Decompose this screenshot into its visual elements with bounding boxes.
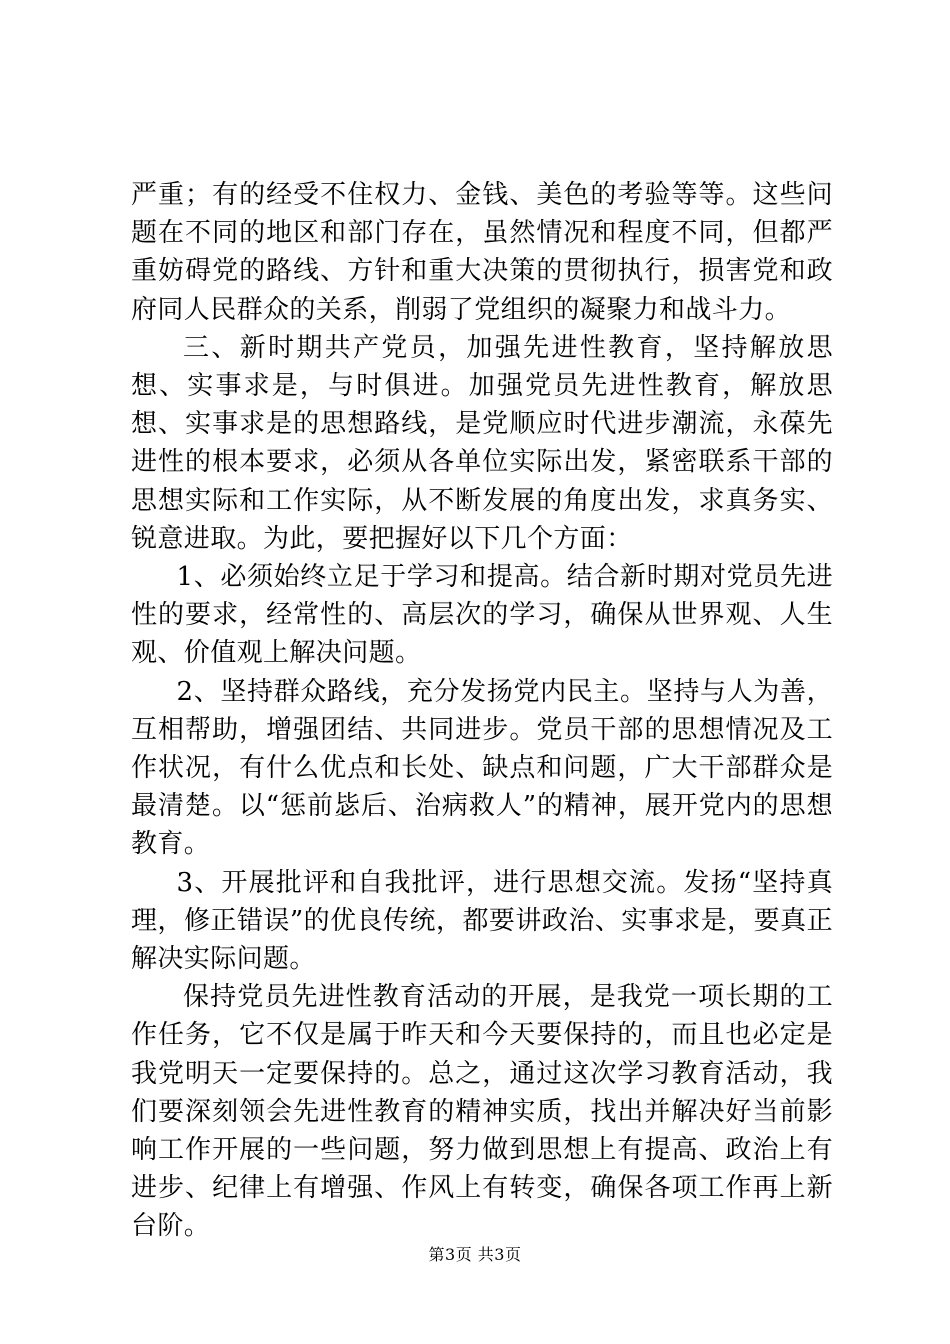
paragraph-item-3: 3、开展批评和自我批评，进行思想交流。发扬“坚持真理，修正错误”的优良传统，都要讲政治、实事求是，要真正解决实际问题。 [131,867,833,975]
paragraph-item-1: 1、必须始终立足于学习和提高。结合新时期对党员先进性的要求，经常性的、高层次的学习，确保从世界观、人生观、价值观上解决问题。 [131,562,833,669]
document-body [131,176,833,1246]
paragraph-continuation: 严重；有的经受不住权力、金钱、美色的考验等等。这些问题在不同的地区和部门存在，虽然情况和程度不同，但都严重妨碍党的路线、方针和重大决策的贯彻执行，损害党和政府同人民群众的关系，削弱了党组织的凝聚力和战斗力。 [131,180,833,325]
paragraph-section-three: 三、新时期共产党员，加强先进性教育，坚持解放思想、实事求是，与时俱进。加强党员先进性教育，解放思想、实事求是的思想路线，是党顺应时代进步潮流，永葆先进性的根本要求，必须从各单位实际出发，紧密联系干部的思想实际和工作实际，从不断发展的角度出发，求真务实、锐意进取。为此，要把握好以下几个方面： [131,332,833,554]
page-footer: 第3页 共3页 [428,1245,522,1264]
paragraph-item-2: 2、坚持群众路线，充分发扬党内民主。坚持与人为善，互相帮助，增强团结、共同进步。党员干部的思想情况及工作状况，有什么优点和长处、缺点和问题，广大干部群众是最清楚。以“惩前毖后、治病救人”的精神，展开党内的思想教育。 [131,676,833,860]
paragraph-conclusion: 保持党员先进性教育活动的开展，是我党一项长期的工作任务，它不仅是属于昨天和今天要保持的，而且也必定是我党明天一定要保持的。总之，通过这次学习教育活动，我们要深刻领会先进性教育的精神实质，找出并解决好当前影响工作开展的一些问题，努力做到思想上有提高、政治上有进步、纪律上有增强、作风上有转变，确保各项工作再上新台阶。 [131,982,833,1242]
